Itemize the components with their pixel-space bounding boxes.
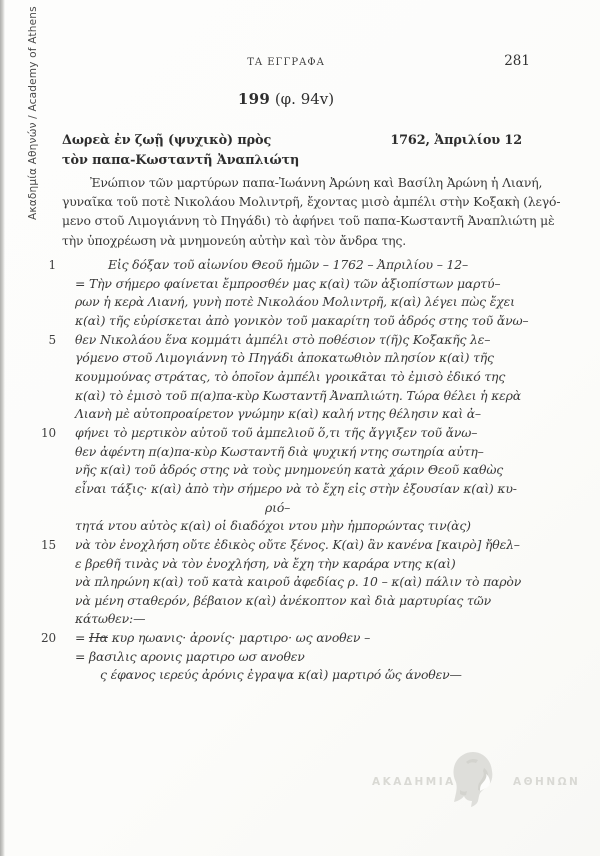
athena-head-icon — [446, 750, 504, 812]
line-text: εἶναι τάξις· κ(αὶ) ἀπὸ τὴν σήμερο νὰ τὸ ἔχη εἰς στὴν ἐξουσίαν κ(αὶ) κυ- — [75, 480, 517, 496]
line-number — [38, 499, 56, 518]
line-text: θεν ἀφέντη π(α)πα-κὺρ Κωσταντῆ διὰ ψυχική ντης σωτηρία αὐτη– — [75, 443, 484, 459]
transcript-line — [38, 256, 558, 275]
line-number — [38, 387, 56, 406]
transcript-line — [38, 629, 558, 648]
transcript-line — [38, 405, 558, 424]
heading-line-2: τὸν παπα-Κωσταντῆ Ἀναπλιώτη — [62, 152, 300, 168]
text-segment: κυρ ηωανις· ἀρονίς· μαρτιρο· ως ανοθεν – — [107, 630, 371, 646]
line-text: θεν Νικολάου ἕνα κομμάτι ἀμπέλι στὸ ποθέσιον τ(ῆ)ς Κοξακῆς λε– — [75, 331, 491, 347]
publisher-watermark — [360, 744, 590, 834]
watermark-label-right: ΑΘΗΝΩΝ — [513, 776, 581, 788]
transcript-line — [38, 573, 558, 592]
line-text: Λιανὴ μὲ αὐτοπροαίρετον γνώμην κ(αὶ) καλή ντης θέλησιν καὶ ἀ– — [75, 406, 481, 422]
document-date: 1762, Ἀπριλίου 12 — [390, 133, 522, 148]
document-title — [62, 90, 510, 108]
transcript-line — [38, 610, 558, 629]
transcript-line — [38, 293, 558, 312]
line-text: νὰ πληρώνη κ(αὶ) τοῦ κατὰ καιροῦ ἀφεδίας ρ. 10 – κ(αὶ) πάλιν τὸ παρὸν — [75, 574, 522, 590]
transcript-line — [38, 461, 558, 480]
transcript-line — [38, 368, 558, 387]
line-text: ρων ἡ κερὰ Λιανή, γυνὴ ποτὲ Νικολάου Μολιντρῆ, κ(αὶ) λέγει πὼς ἔχει — [75, 294, 515, 310]
line-number: 20 — [41, 631, 56, 646]
line-number — [38, 555, 56, 574]
transcript-line — [38, 424, 558, 443]
line-number — [38, 592, 56, 611]
transcript-line — [38, 349, 558, 368]
document-folio: (φ. 94v) — [270, 90, 335, 108]
transcript-line — [38, 312, 558, 331]
line-number — [38, 349, 56, 368]
line-number — [38, 517, 56, 536]
struck-text: Ηα — [89, 630, 108, 646]
line-number: 5 — [48, 332, 56, 347]
summary-line: μενο στοῦ Λιμογιάννη τὸ Πηγάδι) τὸ ἀφήνει τοῦ παπα-Κωσταντῆ Ἀναπλιώτη μὲ — [62, 213, 555, 229]
line-text: νῆς κ(αὶ) τοῦ ἀδρός στης νὰ τοὺς μνημονεύη κατὰ χάριν Θεοῦ καθὼς — [75, 462, 504, 478]
line-number — [38, 275, 56, 294]
scan-edge-shadow — [0, 0, 5, 856]
transcript-line — [38, 331, 558, 350]
line-text: κ(αὶ) τῆς εὑρίσκεται ἀπὸ γονικὸν τοῦ μακαρίτη τοῦ ἀδρός στης τοῦ ἄνω– — [75, 312, 529, 328]
transcript-line — [38, 480, 558, 499]
running-header: ΤΑ ΕΓΓΡΑΦΑ — [247, 57, 325, 68]
line-number — [38, 666, 56, 685]
line-text: τητά ντου αὐτὸς κ(αὶ) οἱ διαδόχοι ντου μὴν ἠμπορώντας τιν(ὰς) — [75, 518, 471, 534]
transcript-line — [38, 555, 558, 574]
transcript-line — [38, 666, 558, 685]
line-number — [38, 480, 56, 499]
line-text: γόμενο στοῦ Λιμογιάννη τὸ Πηγάδι ἀποκατωθιὸν πλησίον κ(αὶ) τῆς — [75, 350, 494, 366]
line-number — [38, 312, 56, 331]
document-number: 199 — [237, 90, 271, 108]
watermark-label-left: ΑΚΑΔΗΜΙΑ — [372, 776, 456, 788]
transcript-line — [38, 648, 558, 667]
page-number: 281 — [504, 53, 530, 69]
sidebar-credit-vertical-text: Ακαδημία Αθηνών / Academy of Athens — [27, 6, 39, 220]
summary-paragraph — [62, 173, 561, 250]
line-number — [38, 443, 56, 462]
line-text: νὰ μένη σταθερόν, βέβαιον κ(αὶ) ἀνέκοπτον καὶ διὰ μαρτυρίας τῶν — [75, 592, 491, 608]
transcript-line — [38, 517, 558, 536]
summary-line: τὴν ὑποχρέωση νὰ μνημονεύη αὐτὴν καὶ τὸν ἄνδρα της. — [62, 232, 407, 248]
line-number — [38, 573, 56, 592]
line-number — [38, 368, 56, 387]
line-text: κουμμούνας στράτας, τὸ ὁποῖον ἀμπέλι γροικᾶται τὸ ἐμισὸ ἐδικό της — [75, 368, 506, 384]
transcript-line — [38, 499, 558, 518]
line-text: = Τὴν σήμερο φαίνεται ἔμπροσθέν μας κ(αὶ) τῶν ἀξιοπίστων μαρτύ– — [75, 275, 501, 291]
line-number: 1 — [48, 258, 56, 272]
transcript-line — [38, 387, 558, 406]
line-text: Εἰς δόξαν τοῦ αἰωνίου Θεοῦ ἡμῶν – 1762 – Ἀπριλίου – 12– — [108, 257, 469, 272]
line-text: = βασιλις αρονις μαρτιρο ωσ ανοθεν — [75, 648, 305, 664]
line-number — [38, 461, 56, 480]
line-number — [38, 648, 56, 667]
line-text: φήνει τὸ μερτικὸν αὐτοῦ τοῦ ἀμπελιοῦ ὅ,τι τῆς ἄγγιξεν τοῦ ἄνω– — [75, 424, 478, 440]
line-text: κ(αὶ) τὸ ἐμισὸ τοῦ π(α)πα-κὺρ Κωσταντῆ Ἀναπλιώτη. Τώρα θέλει ἡ κερὰ — [75, 387, 522, 403]
transcript-line — [38, 536, 558, 555]
transcript-line — [38, 443, 558, 462]
line-number: 15 — [41, 537, 56, 552]
line-text: ριό– — [265, 499, 291, 515]
transcript-body — [38, 256, 558, 685]
line-text: νὰ τὸν ἐνοχλήση οὔτε ἐδικὸς οὔτε ξένος. Κ(αὶ) ἂν κανένα [καιρὸ] ἤθελ– — [75, 536, 520, 552]
line-text: ε βρεθῆ τινὰς νὰ τὸν ἐνοχλήση, νὰ ἔχη τὴν καράρα ντης κ(αὶ) — [75, 555, 456, 571]
line-text: κάτωθεν:— — [75, 611, 146, 627]
transcript-line — [38, 592, 558, 611]
transcript-line — [38, 275, 558, 294]
line-number — [38, 610, 56, 629]
line-number: 10 — [41, 425, 56, 440]
heading-line-1: Δωρεὰ ἐν ζωῇ (ψυχικὸ) πρὸς — [62, 133, 272, 148]
line-number — [38, 405, 56, 424]
text-segment: = — [75, 630, 90, 646]
line-number — [38, 293, 56, 312]
summary-line: Ἐνώπιον τῶν μαρτύρων παπα-Ἰωάννη Ἀρώνη καὶ Βασίλη Ἀρώνη ἡ Λιανή, — [90, 175, 543, 190]
line-text — [75, 629, 370, 648]
line-text: ς έφανος ιερεύς ἀρόνις ἐγραψα κ(αὶ) μαρτιρό ὥς άνοθεν— — [100, 667, 462, 683]
summary-line: γυναῖκα τοῦ ποτὲ Νικολάου Μολιντρῆ, ἔχοντας μισὸ ἀμπέλι στὴν Κοξακὴ (λεγό- — [62, 194, 561, 210]
